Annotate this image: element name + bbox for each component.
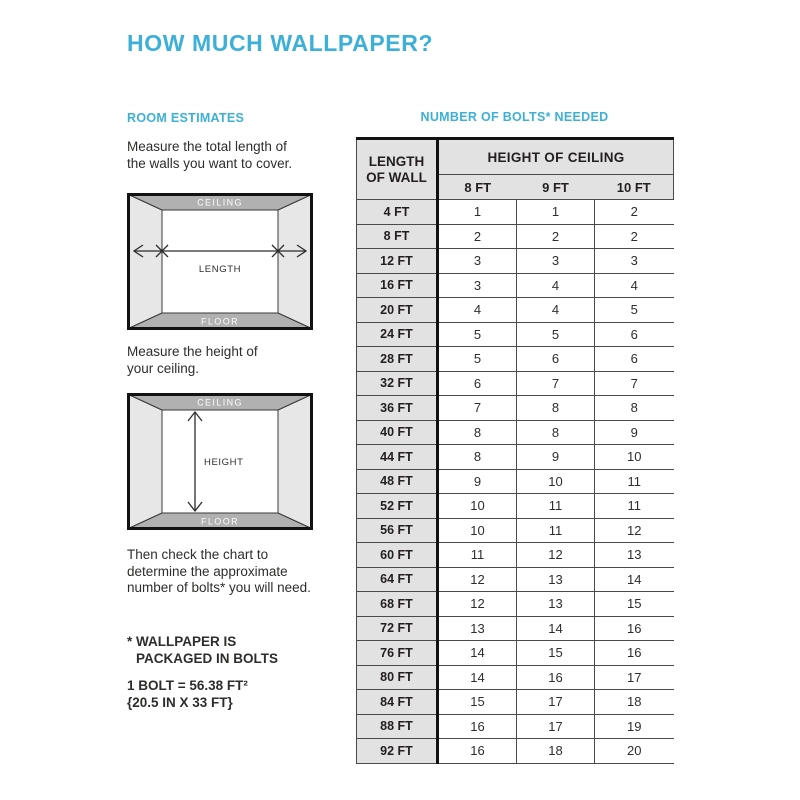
row-label-72-ft: 72 FT — [357, 616, 438, 641]
bolt-count-cell: 12 — [438, 567, 517, 592]
bolt-count-cell: 13 — [595, 543, 674, 568]
height-room-diagram — [127, 393, 313, 530]
bolt-count-cell: 15 — [438, 690, 517, 715]
table-row — [357, 396, 674, 421]
row-label-40-ft: 40 FT — [357, 420, 438, 445]
bolt-count-cell: 10 — [438, 494, 517, 519]
step1-line1: Measure the total length of — [127, 139, 287, 154]
bolt-count-cell: 11 — [595, 469, 674, 494]
row-label-88-ft: 88 FT — [357, 714, 438, 739]
bolt-count-cell: 7 — [517, 371, 595, 396]
floor-label: FLOOR — [200, 516, 240, 527]
bolt-count-cell: 8 — [517, 420, 595, 445]
row-label-52-ft: 52 FT — [357, 494, 438, 519]
row-label-60-ft: 60 FT — [357, 543, 438, 568]
length-dimension-label: LENGTH — [198, 264, 242, 275]
bolt-count-cell: 18 — [517, 739, 595, 764]
row-label-44-ft: 44 FT — [357, 445, 438, 470]
bolt-count-cell: 14 — [438, 665, 517, 690]
bolt-count-cell: 16 — [517, 665, 595, 690]
bolt-count-cell: 8 — [438, 445, 517, 470]
page-title: HOW MUCH WALLPAPER? — [127, 30, 434, 56]
row-label-76-ft: 76 FT — [357, 641, 438, 666]
row-label-68-ft: 68 FT — [357, 592, 438, 617]
bolt-count-cell: 2 — [595, 200, 674, 225]
table-row — [357, 469, 674, 494]
column-group-header: HEIGHT OF CEILING — [438, 139, 674, 175]
bolt-count-cell: 11 — [517, 494, 595, 519]
bolt-count-cell: 13 — [517, 592, 595, 617]
bolts-table-header — [357, 139, 674, 200]
bolt-count-cell: 7 — [438, 396, 517, 421]
bolts-table-body — [357, 200, 674, 764]
floor-label: FLOOR — [200, 316, 240, 327]
table-row — [357, 298, 674, 323]
bolt-count-cell: 8 — [517, 396, 595, 421]
bolt-count-cell: 8 — [595, 396, 674, 421]
table-row — [357, 273, 674, 298]
table-row — [357, 690, 674, 715]
bolt-count-cell: 18 — [595, 690, 674, 715]
ceiling-label: CEILING — [197, 397, 243, 408]
row-header-line1: LENGTH — [368, 153, 425, 169]
bolt-count-cell: 20 — [595, 739, 674, 764]
room-estimates-heading: ROOM ESTIMATES — [127, 111, 245, 125]
bolt-count-cell: 15 — [595, 592, 674, 617]
row-label-8-ft: 8 FT — [357, 224, 438, 249]
table-row — [357, 592, 674, 617]
row-label-64-ft: 64 FT — [357, 567, 438, 592]
row-header-line2: OF WALL — [366, 169, 427, 185]
bolt-count-cell: 10 — [595, 445, 674, 470]
row-label-84-ft: 84 FT — [357, 690, 438, 715]
bolt-count-cell: 7 — [595, 371, 674, 396]
bolt-count-cell: 3 — [517, 249, 595, 274]
row-label-36-ft: 36 FT — [357, 396, 438, 421]
bolts-footnote — [127, 634, 278, 667]
step2-line1: Measure the height of — [127, 344, 258, 359]
bolt-count-cell: 3 — [438, 249, 517, 274]
bolt-count-cell: 9 — [595, 420, 674, 445]
bolt-count-cell: 11 — [517, 518, 595, 543]
step3-line2: determine the approximate — [127, 563, 288, 579]
bolt-count-cell: 5 — [438, 322, 517, 347]
row-label-80-ft: 80 FT — [357, 665, 438, 690]
bolts-table-caption: NUMBER OF BOLTS* NEEDED — [420, 110, 609, 124]
right-wall — [278, 395, 312, 529]
bolt-count-cell: 1 — [438, 200, 517, 225]
step3-text — [127, 547, 311, 597]
table-row — [357, 371, 674, 396]
bolts-table — [356, 137, 674, 764]
bolt-count-cell: 12 — [438, 592, 517, 617]
bolt-count-cell: 4 — [438, 298, 517, 323]
row-label-48-ft: 48 FT — [357, 469, 438, 494]
row-label-56-ft: 56 FT — [357, 518, 438, 543]
bolt-count-cell: 9 — [517, 445, 595, 470]
bolt-count-cell: 2 — [517, 224, 595, 249]
left-wall — [129, 195, 163, 329]
bolt-count-cell: 12 — [517, 543, 595, 568]
row-label-24-ft: 24 FT — [357, 322, 438, 347]
bolt-count-cell: 11 — [595, 494, 674, 519]
bolt-count-cell: 3 — [595, 249, 674, 274]
bolt-count-cell: 13 — [438, 616, 517, 641]
bolt-count-cell: 6 — [595, 347, 674, 372]
column-header-8ft: 8 FT — [438, 175, 517, 200]
ceiling-label: CEILING — [197, 197, 243, 208]
table-row — [357, 224, 674, 249]
row-label-4-ft: 4 FT — [357, 200, 438, 225]
bolt-count-cell: 17 — [517, 714, 595, 739]
bolt-count-cell: 10 — [438, 518, 517, 543]
row-label-92-ft: 92 FT — [357, 739, 438, 764]
bolt-count-cell: 4 — [595, 273, 674, 298]
bolt-spec — [127, 678, 248, 711]
table-row — [357, 494, 674, 519]
step3-line3: number of bolts* you will need. — [127, 580, 311, 595]
column-header-9ft: 9 FT — [517, 175, 595, 200]
bolt-count-cell: 5 — [517, 322, 595, 347]
bolt-count-cell: 16 — [438, 739, 517, 764]
row-label-28-ft: 28 FT — [357, 347, 438, 372]
bolt-count-cell: 16 — [438, 714, 517, 739]
step1-line2: the walls you want to cover. — [127, 155, 293, 171]
bolt-count-cell: 4 — [517, 298, 595, 323]
row-label-12-ft: 12 FT — [357, 249, 438, 274]
back-wall — [162, 210, 278, 313]
bolt-count-cell: 13 — [517, 567, 595, 592]
bolt-spec-line1: 1 BOLT = 56.38 FT² — [127, 678, 248, 693]
bolt-count-cell: 17 — [517, 690, 595, 715]
bolt-count-cell: 8 — [438, 420, 517, 445]
bolt-count-cell: 2 — [595, 224, 674, 249]
table-row — [357, 567, 674, 592]
bolt-count-cell: 15 — [517, 641, 595, 666]
bolt-count-cell: 1 — [517, 200, 595, 225]
height-dimension-label: HEIGHT — [204, 457, 244, 468]
footnote-line2: PACKAGED IN BOLTS — [136, 650, 279, 666]
bolt-count-cell: 16 — [595, 641, 674, 666]
bolt-count-cell: 19 — [595, 714, 674, 739]
bolt-count-cell: 12 — [595, 518, 674, 543]
right-wall — [278, 195, 312, 329]
step1-text — [127, 139, 292, 172]
table-row — [357, 641, 674, 666]
table-row — [357, 322, 674, 347]
bolt-count-cell: 17 — [595, 665, 674, 690]
table-row — [357, 518, 674, 543]
row-header-cell — [357, 139, 438, 200]
table-row — [357, 420, 674, 445]
footnote-line1: * WALLPAPER IS — [127, 634, 237, 649]
table-row — [357, 445, 674, 470]
row-label-16-ft: 16 FT — [357, 273, 438, 298]
bolt-count-cell: 6 — [517, 347, 595, 372]
left-wall — [129, 395, 163, 529]
bolt-count-cell: 9 — [438, 469, 517, 494]
bolt-count-cell: 14 — [595, 567, 674, 592]
step2-line2: your ceiling. — [127, 360, 200, 376]
bolt-count-cell: 5 — [595, 298, 674, 323]
row-label-20-ft: 20 FT — [357, 298, 438, 323]
table-row — [357, 347, 674, 372]
bolt-count-cell: 2 — [438, 224, 517, 249]
row-label-32-ft: 32 FT — [357, 371, 438, 396]
bolt-count-cell: 5 — [438, 347, 517, 372]
bolt-spec-line2: {20.5 IN X 33 FT} — [127, 694, 233, 710]
table-row — [357, 616, 674, 641]
column-header-10ft: 10 FT — [595, 175, 674, 200]
bolt-count-cell: 14 — [438, 641, 517, 666]
bolt-count-cell: 4 — [517, 273, 595, 298]
step2-text — [127, 344, 258, 377]
table-row — [357, 714, 674, 739]
table-row — [357, 543, 674, 568]
bolt-count-cell: 11 — [438, 543, 517, 568]
bolt-count-cell: 16 — [595, 616, 674, 641]
bolt-count-cell: 14 — [517, 616, 595, 641]
bolt-count-cell: 3 — [438, 273, 517, 298]
length-room-diagram — [127, 193, 313, 330]
table-row — [357, 739, 674, 764]
table-row — [357, 200, 674, 225]
table-row — [357, 665, 674, 690]
bolt-count-cell: 6 — [595, 322, 674, 347]
bolt-count-cell: 10 — [517, 469, 595, 494]
table-row — [357, 249, 674, 274]
step3-line1: Then check the chart to — [127, 547, 269, 562]
bolt-count-cell: 6 — [438, 371, 517, 396]
